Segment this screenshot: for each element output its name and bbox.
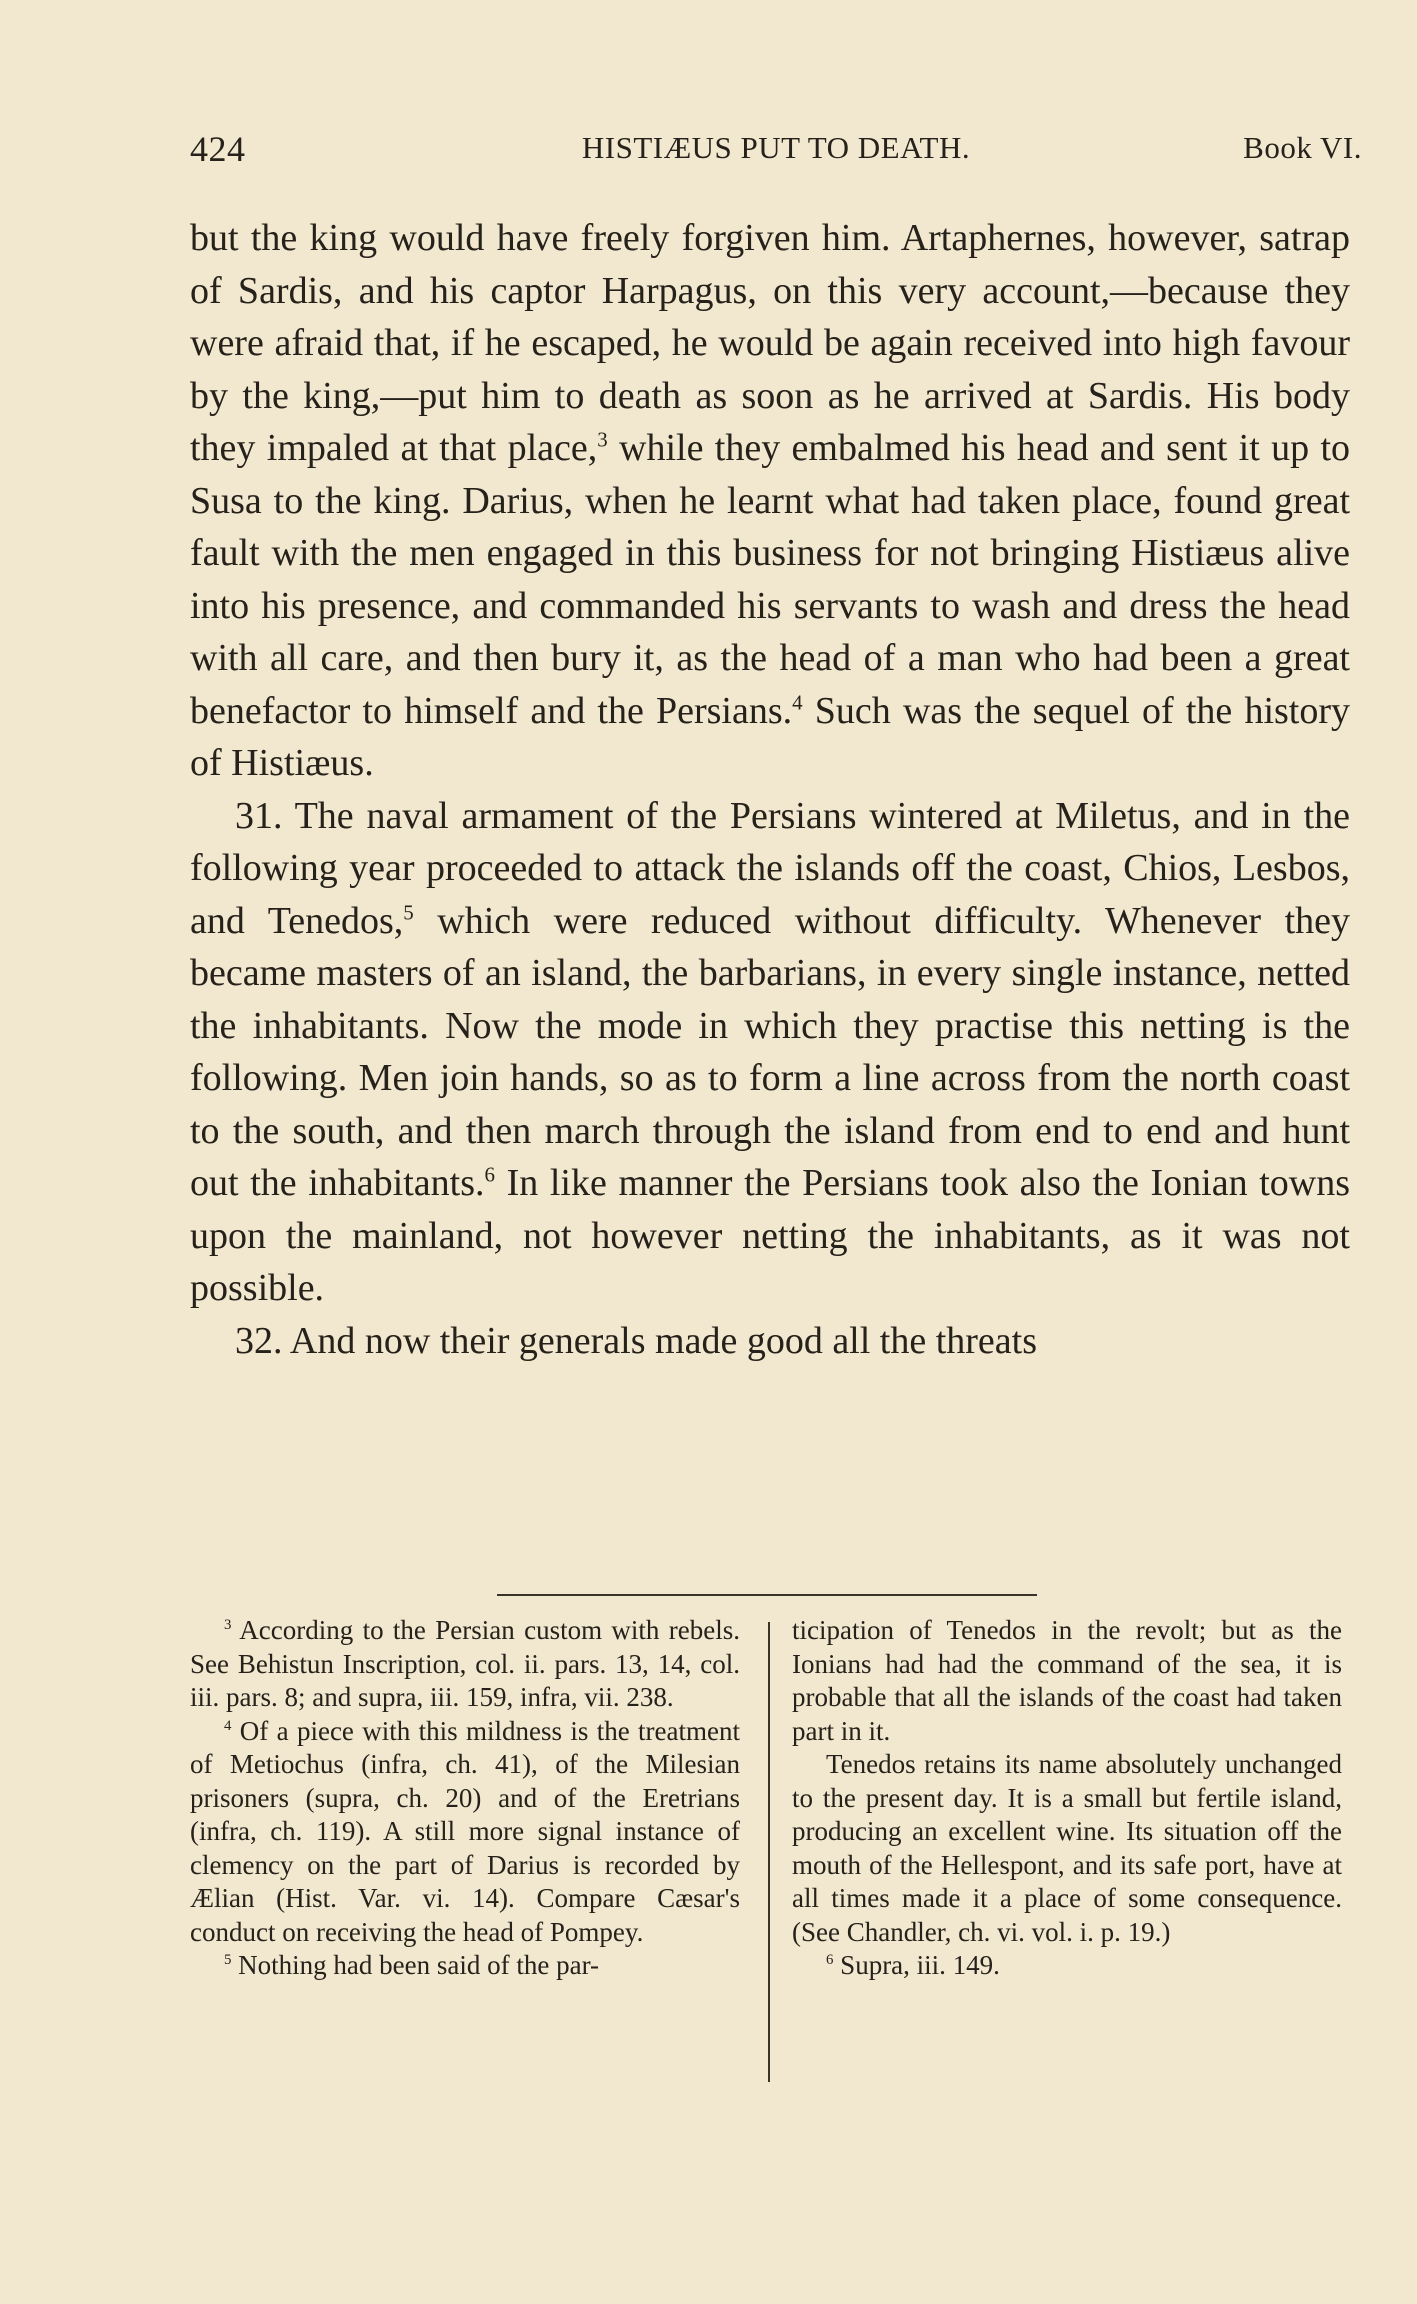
- footnotes-right-column: [792, 1614, 1342, 1983]
- paragraph-31: 31. The naval armament of the Persians wintered at Miletus, and in the following year proceeded to attack the islands off the coast, Chios, Lesbos, and Tenedos,$^5$ which were reduced without difficulty. Whenever they became masters of an island, the barbarians, in every single instance, netted the inhabitants. Now the mode in which they practise this netting is the following. Men join hands, so as to form a line across from the north coast to the south, and then march through the island from end to end and hunt out the inhabitants.$^6$ In like manner the Persians took also the Ionian towns upon the mainland, not however netting the inhabitants, as it was not possible.: [190, 794, 1351, 1309]
- book-label: Book VI.: [1243, 130, 1362, 165]
- paragraph-32: 32. And now their generals made good all the threats: [235, 1319, 1038, 1362]
- footnote-ref-4: 4: [792, 689, 803, 714]
- footnote-rule: [497, 1594, 1037, 1596]
- footnote-ref-5: 5: [403, 899, 414, 924]
- footnote-5: $^5$ Nothing had been said of the par-: [224, 1950, 600, 1980]
- footnote-ref-6: 6: [484, 1162, 495, 1187]
- footnote-5-tenedos: Tenedos retains its name absolutely unchanged to the present day. It is a small but fertile island, producing an excellent wine. Its situation off the mouth of the Hellespont, and its safe port, have at all times made it a place of some consequence. (See Chandler, ch. vi. vol. i. p. 19.): [792, 1749, 1342, 1947]
- running-header: [190, 128, 1362, 172]
- footnote-3: $^3$ According to the Persian custom with rebels. See Behistun Inscription, col. ii. pars. 13, 14, col. iii. pars. 8; and supra, iii. 159, infra, vii. 238.: [190, 1615, 740, 1712]
- page-number: 424: [190, 129, 246, 169]
- footnote-4: $^4$ Of a piece with this mildness is the treatment of Metiochus (infra, ch. 41), of the Milesian prisoners (supra, ch. 20) and of the Eretrians (infra, ch. 119). A still more signal instance of clemency on the part of Darius is recorded by Ælian (Hist. Var. vi. 14). Compare Cæsar's conduct on receiving the head of Pompey.: [190, 1715, 740, 1947]
- footnote-column-divider: [768, 1622, 770, 2082]
- main-text: [190, 212, 1350, 1367]
- footnote-ref-3: 3: [597, 427, 608, 452]
- paragraph-continuation: but the king would have freely forgiven him. Artaphernes, however, satrap of Sardis, and his captor Harpagus, on this very account,—because they were afraid that, if he escaped, he would be again received into high favour by the king,—put him to death as soon as he arrived at Sardis. His body they impaled at that place,$^3$ while they embalmed his head and sent it up to Susa to the king. Darius, when he learnt what had taken place, found great fault with the men engaged in this business for not bringing Histiæus alive into his presence, and commanded his servants to wash and dress the head with all care, and then bury it, as the head of a man who had been a great benefactor to himself and the Persians.$^4$ Such was the sequel of the history of Histiæus.: [190, 217, 1351, 784]
- footnote-6: $^6$ Supra, iii. 149.: [826, 1950, 1000, 1980]
- footnote-5-continued: ticipation of Tenedos in the revolt; but as the Ionians had had the command of the sea, it is probable that all the islands of the coast had taken part in it.: [792, 1615, 1342, 1746]
- footnotes-left-column: [190, 1614, 740, 1983]
- running-title: HISTIÆUS PUT TO DEATH.: [581, 130, 971, 165]
